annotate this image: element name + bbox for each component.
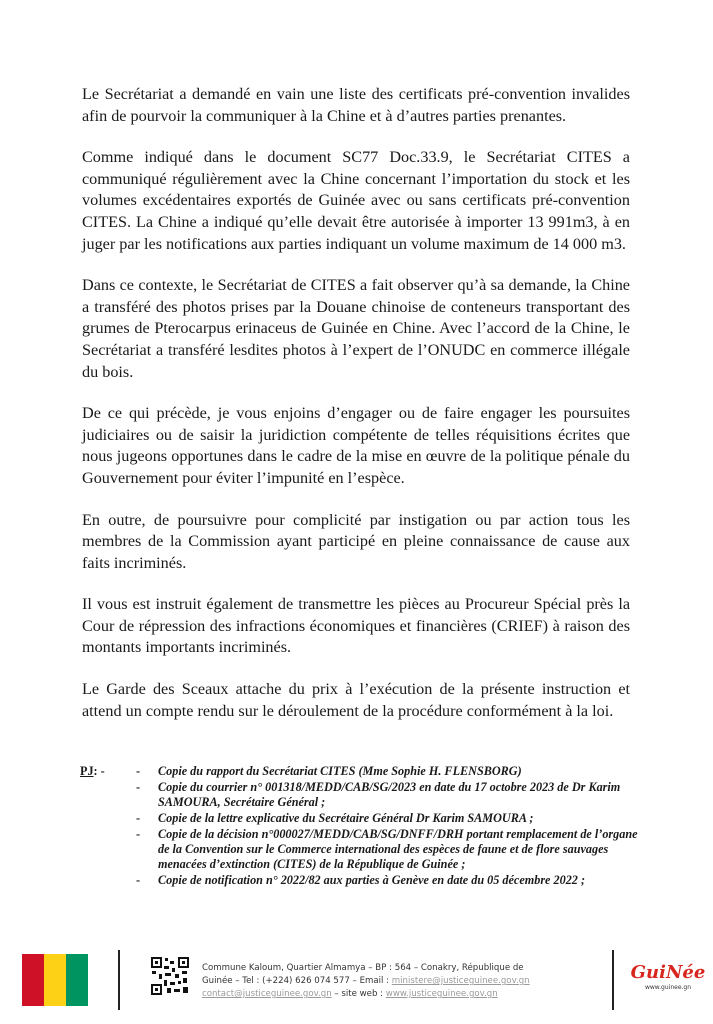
attachment-item: - Copie de la décision n°000027/MEDD/CAB/SG/DNFF/DRH portant remplacement de l’organe de la Convention sur le Commerce international des espèces de faune et de flore sauvages menacées d’extinction (CITES) de la République de Guinée ; xyxy=(136,827,640,872)
flag-stripe-green xyxy=(66,954,88,1006)
letter-body xyxy=(82,84,630,742)
guinea-flag-icon xyxy=(22,954,88,1006)
website-link[interactable]: www.justiceguinee.gov.gn xyxy=(385,989,498,999)
attachment-item: - Copie du rapport du Secrétariat CITES (Mme Sophie H. FLENSBORG) xyxy=(136,764,640,779)
attachments-label: PJ : - xyxy=(80,764,105,778)
attachments-list xyxy=(136,764,640,889)
paragraph: Comme indiqué dans le document SC77 Doc.33.9, le Secrétariat CITES a communiqué régulièrement avec la Chine concernant l’importation du stock et les volumes excédentaires exportés de Guinée avec ou sans certificats pré-convention CITES. La Chine a indiqué qu’elle devait être autorisée à importer 13 991m3, à en juger par les notifications aux parties indiquant un volume maximum de 14 000 m3. xyxy=(82,148,630,253)
email-link[interactable]: contact@justiceguinee.gov.gn xyxy=(202,989,332,999)
qr-code-icon xyxy=(150,956,190,996)
paragraph: Le Garde des Sceaux attache du prix à l’exécution de la présente instruction et attend un compte rendu sur le déroulement de la procédure conformément à la loi. xyxy=(82,680,630,720)
flag-stripe-yellow xyxy=(44,954,66,1006)
paragraph: Il vous est instruit également de transmettre les pièces au Procureur Spécial près la Cour de répression des infractions économiques et financières (CRIEF) à raison des montants importants incriminés. xyxy=(82,595,630,657)
flag-stripe-red xyxy=(22,954,44,1006)
address-line: Commune Kaloum, Quartier Almamya – BP : 564 – Conakry, République de xyxy=(202,963,524,973)
email-link[interactable]: ministere@justiceguinee.gov.gn xyxy=(391,976,530,986)
attachment-item: - Copie de notification n° 2022/82 aux parties à Genève en date du 05 décembre 2022 ; xyxy=(136,873,640,888)
address-line: Guinée – Tel : (+224) 626 074 577 – Email : ministere@justiceguinee.gov.gn xyxy=(202,976,530,986)
paragraph: De ce qui précède, je vous enjoins d’engager ou de faire engager les poursuites judiciaires ou de saisir la juridiction compétente de telles réquisitions écrites que nous jugeons opportunes dans le cadre de la mise en œuvre de la politique pénale du Gouvernement pour éviter l’impunité en l’espèce. xyxy=(82,404,630,487)
footer xyxy=(0,940,713,1024)
attachment-item: - Copie de la lettre explicative du Secrétaire Général Dr Karim SAMOURA ; xyxy=(136,811,640,826)
footer-address xyxy=(202,962,602,1001)
attachment-item: - Copie du courrier n° 001318/MEDD/CAB/SG/2023 en date du 17 octobre 2023 de Dr Karim SAMOURA, Secrétaire Général ; xyxy=(136,780,640,810)
attachments-section xyxy=(80,764,640,889)
paragraph: Le Secrétariat a demandé en vain une liste des certificats pré-convention invalides afin de pourvoir la communiquer à la Chine et à d’autres parties prenantes. xyxy=(82,85,630,125)
guinee-logo: GuiNée www.guinee.gn xyxy=(630,962,706,991)
footer-divider xyxy=(118,950,120,1010)
address-line: contact@justiceguinee.gov.gn – site web : www.justiceguinee.gov.gn xyxy=(202,989,498,999)
footer-divider xyxy=(612,950,614,1010)
paragraph: En outre, de poursuivre pour complicité par instigation ou par action tous les membres de la Commission ayant participé en pleine connaissance de cause aux faits incriminés. xyxy=(82,510,630,572)
paragraph: Dans ce contexte, le Secrétariat de CITES a fait observer qu’à sa demande, la Chine a transféré des photos prises par la Douane chinoise de conteneurs transportant des grumes de Pterocarpus erinaceus de Guinée en Chine. Avec l’accord de la Chine, le Secrétariat a transféré lesdites photos à l’expert de l’ONUDC en commerce illégale du bois. xyxy=(82,276,630,381)
